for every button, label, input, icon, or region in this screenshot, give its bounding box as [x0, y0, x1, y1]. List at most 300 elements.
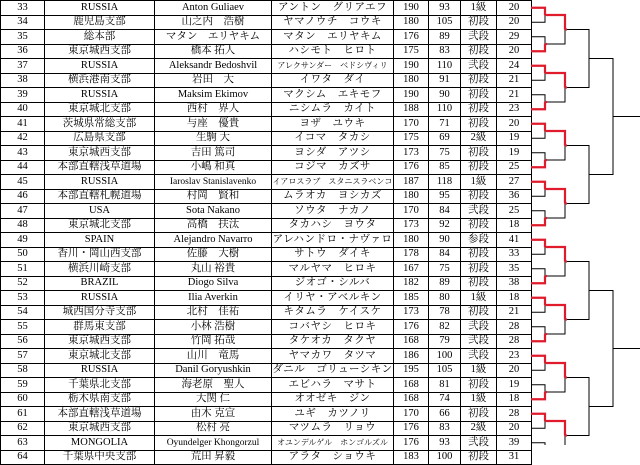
r2-line-48: [547, 15, 565, 30]
cell-name: 村岡 賢和: [155, 189, 272, 204]
r1-line-25: [531, 247, 545, 254]
cell-kana: ヨシダ アツシ: [272, 146, 394, 161]
table-row: [1, 131, 532, 146]
cell-name: Danil Goryushkin: [155, 363, 272, 378]
cell-branch: USA: [45, 204, 155, 219]
cell-kana: サトウ ダイキ: [272, 247, 394, 262]
table-row: [1, 160, 532, 175]
cell-no: 59: [1, 378, 45, 393]
cell-kana: ハシモト ヒロト: [272, 44, 394, 59]
cell-height: 187: [394, 175, 429, 190]
r2-line-66: [547, 363, 565, 378]
cell-kana: コバヤシ ヒロキ: [272, 320, 394, 335]
cell-no: 61: [1, 407, 45, 422]
cell-name: 荒田 昇毅: [155, 450, 272, 465]
cell-no: 60: [1, 392, 45, 407]
r2-line-58: [547, 204, 565, 219]
cell-weight: 93: [429, 436, 461, 451]
cell-branch: RUSSIA: [45, 291, 155, 306]
cell-weight: 93: [429, 1, 461, 16]
cell-name: Sota Nakano: [155, 204, 272, 219]
r3-line-73: [567, 59, 589, 88]
cell-age: 20: [497, 44, 532, 59]
r2-line-69: [547, 421, 565, 436]
table-row: [1, 407, 532, 422]
tournament-bracket: [531, 0, 640, 445]
cell-branch: RUSSIA: [45, 88, 155, 103]
cell-kana: ユギ カツノリ: [272, 407, 394, 422]
r1-line-0: [531, 8, 545, 15]
cell-weight: 118: [429, 175, 461, 190]
cell-no: 42: [1, 131, 45, 146]
cell-age: 23: [497, 102, 532, 117]
r1-line-40: [531, 392, 545, 399]
cell-age: 25: [497, 160, 532, 175]
cell-height: 176: [394, 320, 429, 335]
cell-height: 182: [394, 276, 429, 291]
cell-age: 19: [497, 378, 532, 393]
cell-weight: 91: [429, 73, 461, 88]
cell-rank: 初段: [461, 262, 497, 277]
cell-branch: 鹿児島支部: [45, 15, 155, 30]
cell-no: 40: [1, 102, 45, 117]
cell-weight: 105: [429, 15, 461, 30]
r2-line-70: [547, 436, 565, 446]
cell-rank: 弐段: [461, 320, 497, 335]
r1-line-22: [531, 218, 545, 225]
r1-line-6: [531, 66, 545, 73]
cell-branch: SPAIN: [45, 233, 155, 248]
r2-line-49: [547, 30, 565, 45]
cell-weight: 90: [429, 88, 461, 103]
cell-age: 24: [497, 59, 532, 74]
cell-branch: 広島県支部: [45, 131, 155, 146]
cell-age: 25: [497, 204, 532, 219]
cell-height: 186: [394, 349, 429, 364]
r1-line-3: [531, 37, 545, 44]
cell-weight: 105: [429, 363, 461, 378]
cell-name: Ilia Averkin: [155, 291, 272, 306]
table-row: [1, 363, 532, 378]
cell-weight: 92: [429, 218, 461, 233]
cell-branch: 横浜港南支部: [45, 73, 155, 88]
r3-line-79: [567, 407, 589, 436]
cell-weight: 66: [429, 407, 461, 422]
r3-line-72: [567, 30, 589, 59]
cell-rank: 2級: [461, 131, 497, 146]
cell-name: 松村 亮: [155, 421, 272, 436]
table-row: [1, 247, 532, 262]
cell-name: 大関 仁: [155, 392, 272, 407]
cell-age: 18: [497, 291, 532, 306]
r1-line-9: [531, 95, 545, 102]
table-row: [1, 204, 532, 219]
cell-kana: ダニル ゴリューシキン: [272, 363, 394, 378]
cell-height: 170: [394, 407, 429, 422]
cell-branch: 千葉県北支部: [45, 378, 155, 393]
r1-line-1: [531, 15, 545, 22]
r2-line-64: [547, 320, 565, 335]
cell-rank: 1級: [461, 1, 497, 16]
cell-name: Alejandro Navarro: [155, 233, 272, 248]
cell-branch: 東京城西支部: [45, 44, 155, 59]
cell-name: 丸山 裕貴: [155, 262, 272, 277]
cell-rank: 初段: [461, 117, 497, 132]
cell-height: 176: [394, 30, 429, 45]
cell-rank: 1級: [461, 363, 497, 378]
cell-name: Maksim Ekimov: [155, 88, 272, 103]
r2-line-51: [547, 73, 565, 88]
cell-rank: 初段: [461, 160, 497, 175]
cell-age: 20: [497, 117, 532, 132]
r1-line-34: [531, 334, 545, 341]
cell-weight: 79: [429, 334, 461, 349]
cell-name: 小嶋 和真: [155, 160, 272, 175]
cell-name: 生駒 大: [155, 131, 272, 146]
cell-height: 178: [394, 247, 429, 262]
cell-weight: 84: [429, 247, 461, 262]
r1-line-37: [531, 363, 545, 370]
cell-height: 175: [394, 44, 429, 59]
cell-age: 29: [497, 30, 532, 45]
cell-kana: マツムラ リョウ: [272, 421, 394, 436]
table-row: [1, 189, 532, 204]
cell-no: 34: [1, 15, 45, 30]
cell-weight: 110: [429, 102, 461, 117]
cell-height: 168: [394, 378, 429, 393]
cell-height: 195: [394, 363, 429, 378]
cell-no: 43: [1, 146, 45, 161]
cell-no: 52: [1, 276, 45, 291]
table-row: [1, 436, 532, 451]
cell-age: 20: [497, 1, 532, 16]
cell-height: 168: [394, 334, 429, 349]
r1-line-13: [531, 131, 545, 138]
r1-line-10: [531, 102, 545, 109]
cell-no: 33: [1, 1, 45, 16]
cell-rank: 弐段: [461, 334, 497, 349]
cell-age: 31: [497, 450, 532, 465]
cell-weight: 69: [429, 131, 461, 146]
cell-no: 55: [1, 320, 45, 335]
cell-rank: 初段: [461, 247, 497, 262]
cell-weight: 71: [429, 117, 461, 132]
entry-table-body: [1, 1, 532, 465]
r2-line-61: [547, 262, 565, 277]
cell-age: 20: [497, 421, 532, 436]
cell-kana: オオゼキ ジン: [272, 392, 394, 407]
table-row: [1, 421, 532, 436]
r1-line-39: [531, 385, 545, 392]
cell-name: 岩田 大: [155, 73, 272, 88]
table-row: [1, 392, 532, 407]
cell-name: Diogo Silva: [155, 276, 272, 291]
cell-rank: 弐段: [461, 436, 497, 451]
cell-weight: 74: [429, 392, 461, 407]
table-row: [1, 102, 532, 117]
cell-kana: イワタ ダイ: [272, 73, 394, 88]
r2-line-67: [547, 378, 565, 393]
r4-line-81: [589, 117, 613, 175]
r1-line-7: [531, 73, 545, 80]
cell-height: 167: [394, 262, 429, 277]
cell-name: 山之内 浩樹: [155, 15, 272, 30]
cell-kana: ヤマカワ タツマ: [272, 349, 394, 364]
r1-line-18: [531, 182, 545, 189]
r3-line-77: [567, 291, 589, 320]
cell-age: 21: [497, 305, 532, 320]
r1-line-30: [531, 298, 545, 305]
cell-age: 21: [497, 73, 532, 88]
cell-height: 180: [394, 73, 429, 88]
cell-branch: 茨城県常総支部: [45, 117, 155, 132]
cell-name: 山川 竜馬: [155, 349, 272, 364]
cell-name: 与座 優貴: [155, 117, 272, 132]
cell-rank: 初段: [461, 73, 497, 88]
cell-rank: 弐段: [461, 204, 497, 219]
table-row: [1, 1, 532, 16]
cell-branch: 東京城西支部: [45, 146, 155, 161]
cell-name: 高橋 扶汰: [155, 218, 272, 233]
cell-branch: RUSSIA: [45, 363, 155, 378]
cell-rank: 初段: [461, 15, 497, 30]
cell-branch: 総本部: [45, 30, 155, 45]
cell-name: 橋本 拓人: [155, 44, 272, 59]
table-row: [1, 73, 532, 88]
r3-line-75: [567, 175, 589, 204]
cell-age: 27: [497, 175, 532, 190]
cell-weight: 89: [429, 30, 461, 45]
cell-branch: 本部直轄札幌道場: [45, 189, 155, 204]
cell-no: 36: [1, 44, 45, 59]
r3-line-76: [567, 262, 589, 291]
cell-height: 183: [394, 450, 429, 465]
table-row: [1, 291, 532, 306]
cell-rank: 初段: [461, 88, 497, 103]
cell-age: 18: [497, 218, 532, 233]
cell-name: Anton Guliaev: [155, 1, 272, 16]
r1-line-31: [531, 305, 545, 312]
cell-weight: 78: [429, 305, 461, 320]
r1-line-28: [531, 276, 545, 283]
cell-height: 180: [394, 15, 429, 30]
cell-name: 海老原 聖人: [155, 378, 272, 393]
cell-branch: 千葉県中央支部: [45, 450, 155, 465]
cell-name: 西村 界人: [155, 102, 272, 117]
cell-rank: 弐段: [461, 349, 497, 364]
cell-height: 175: [394, 131, 429, 146]
cell-kana: アレハンドロ・ナヴァロ: [272, 233, 394, 248]
cell-age: 19: [497, 131, 532, 146]
cell-rank: 初段: [461, 189, 497, 204]
cell-rank: 初段: [461, 102, 497, 117]
table-row: [1, 276, 532, 291]
cell-height: 176: [394, 160, 429, 175]
cell-height: 170: [394, 204, 429, 219]
r2-line-52: [547, 88, 565, 103]
cell-kana: キタムラ ケイスケ: [272, 305, 394, 320]
cell-rank: 初段: [461, 218, 497, 233]
cell-rank: 初段: [461, 407, 497, 422]
table-row: [1, 262, 532, 277]
cell-rank: 参段: [461, 233, 497, 248]
cell-age: 33: [497, 247, 532, 262]
cell-no: 39: [1, 88, 45, 103]
table-row: [1, 450, 532, 465]
cell-branch: RUSSIA: [45, 1, 155, 16]
cell-no: 46: [1, 189, 45, 204]
cell-name: Oyundelger Khongorzul: [155, 436, 272, 451]
cell-height: 190: [394, 88, 429, 103]
table-row: [1, 320, 532, 335]
r1-line-19: [531, 189, 545, 196]
cell-age: 38: [497, 276, 532, 291]
cell-no: 50: [1, 247, 45, 262]
cell-weight: 82: [429, 320, 461, 335]
cell-age: 28: [497, 334, 532, 349]
cell-kana: イリヤ・アベルキン: [272, 291, 394, 306]
cell-age: 41: [497, 233, 532, 248]
cell-branch: 栃木県南支部: [45, 392, 155, 407]
cell-kana: アラタ ショウキ: [272, 450, 394, 465]
table-row: [1, 88, 532, 103]
cell-no: 56: [1, 334, 45, 349]
cell-weight: 81: [429, 378, 461, 393]
cell-no: 49: [1, 233, 45, 248]
table-row: [1, 44, 532, 59]
r1-line-43: [531, 421, 545, 428]
cell-height: 176: [394, 421, 429, 436]
cell-name: 小林 浩樹: [155, 320, 272, 335]
cell-rank: 初段: [461, 378, 497, 393]
cell-kana: オユンデルゲル ホンゴルズル: [272, 436, 394, 451]
cell-name: マタン エリヤキム: [155, 30, 272, 45]
cell-kana: タケオカ タクヤ: [272, 334, 394, 349]
cell-name: Iaroslav Stanislavenko: [155, 175, 272, 190]
r1-line-4: [531, 44, 545, 51]
table-row: [1, 233, 532, 248]
cell-age: 36: [497, 189, 532, 204]
cell-name: 北村 佳祐: [155, 305, 272, 320]
r2-line-57: [547, 189, 565, 204]
cell-no: 35: [1, 30, 45, 45]
cell-rank: 1級: [461, 175, 497, 190]
cell-no: 47: [1, 204, 45, 219]
cell-height: 173: [394, 146, 429, 161]
cell-kana: マタン エリヤキム: [272, 30, 394, 45]
cell-no: 58: [1, 363, 45, 378]
cell-rank: 2級: [461, 421, 497, 436]
cell-kana: ニシムラ カイト: [272, 102, 394, 117]
table-row: [1, 146, 532, 161]
cell-rank: 初段: [461, 276, 497, 291]
cell-kana: ソウタ ナカノ: [272, 204, 394, 219]
cell-rank: 1級: [461, 392, 497, 407]
cell-kana: アレクサンダー ベドシヴィリ: [272, 59, 394, 74]
cell-weight: 90: [429, 233, 461, 248]
cell-kana: マルヤマ ヒロキ: [272, 262, 394, 277]
cell-age: 18: [497, 392, 532, 407]
table-row: [1, 334, 532, 349]
table-row: [1, 59, 532, 74]
r2-line-63: [547, 305, 565, 320]
cell-age: 20: [497, 363, 532, 378]
cell-kana: ムラオカ ヨシカズ: [272, 189, 394, 204]
cell-weight: 100: [429, 450, 461, 465]
cell-rank: 1級: [461, 291, 497, 306]
cell-age: 19: [497, 146, 532, 161]
cell-rank: 初段: [461, 44, 497, 59]
cell-height: 180: [394, 189, 429, 204]
cell-no: 38: [1, 73, 45, 88]
cell-height: 170: [394, 117, 429, 132]
cell-kana: コジマ カズサ: [272, 160, 394, 175]
cell-age: 35: [497, 262, 532, 277]
cell-branch: 東京城西支部: [45, 334, 155, 349]
cell-height: 180: [394, 233, 429, 248]
cell-branch: 香川・岡山西支部: [45, 247, 155, 262]
cell-kana: イアロスラブ スタニスラベンコ: [272, 175, 394, 190]
cell-kana: タカハシ ヨウタ: [272, 218, 394, 233]
cell-height: 188: [394, 102, 429, 117]
cell-name: 佐藤 大樹: [155, 247, 272, 262]
r1-line-12: [531, 124, 545, 131]
cell-name: 由木 克宣: [155, 407, 272, 422]
cell-height: 190: [394, 1, 429, 16]
cell-rank: 初段: [461, 305, 497, 320]
cell-height: 173: [394, 305, 429, 320]
table-row: [1, 117, 532, 132]
cell-weight: 75: [429, 146, 461, 161]
table-row: [1, 218, 532, 233]
r3-line-74: [567, 146, 589, 175]
table-row: [1, 378, 532, 393]
cell-no: 51: [1, 262, 45, 277]
cell-weight: 110: [429, 59, 461, 74]
cell-name: 吉田 篤司: [155, 146, 272, 161]
cell-kana: アントン グリアエフ: [272, 1, 394, 16]
cell-branch: 本部直轄浅草道場: [45, 407, 155, 422]
cell-height: 173: [394, 218, 429, 233]
cell-no: 57: [1, 349, 45, 364]
r1-line-42: [531, 414, 545, 421]
r2-line-54: [547, 131, 565, 146]
cell-rank: 弐段: [461, 30, 497, 45]
r1-line-33: [531, 327, 545, 334]
r3-line-78: [567, 378, 589, 407]
cell-no: 44: [1, 160, 45, 175]
r2-line-60: [547, 247, 565, 262]
cell-branch: RUSSIA: [45, 59, 155, 74]
cell-weight: 84: [429, 204, 461, 219]
cell-branch: 城西国分寺支部: [45, 305, 155, 320]
r1-line-21: [531, 211, 545, 218]
cell-rank: 初段: [461, 146, 497, 161]
cell-age: 28: [497, 407, 532, 422]
table-row: [1, 30, 532, 45]
r4-line-84: [589, 349, 613, 407]
cell-weight: 85: [429, 160, 461, 175]
cell-branch: 本部直轄浅草道場: [45, 160, 155, 175]
cell-name: 竹岡 拓哉: [155, 334, 272, 349]
table-row: [1, 15, 532, 30]
cell-branch: 東京城北支部: [45, 349, 155, 364]
cell-height: 176: [394, 436, 429, 451]
r1-line-15: [531, 153, 545, 160]
r1-line-16: [531, 160, 545, 167]
r4-line-80: [589, 59, 613, 117]
cell-weight: 83: [429, 44, 461, 59]
